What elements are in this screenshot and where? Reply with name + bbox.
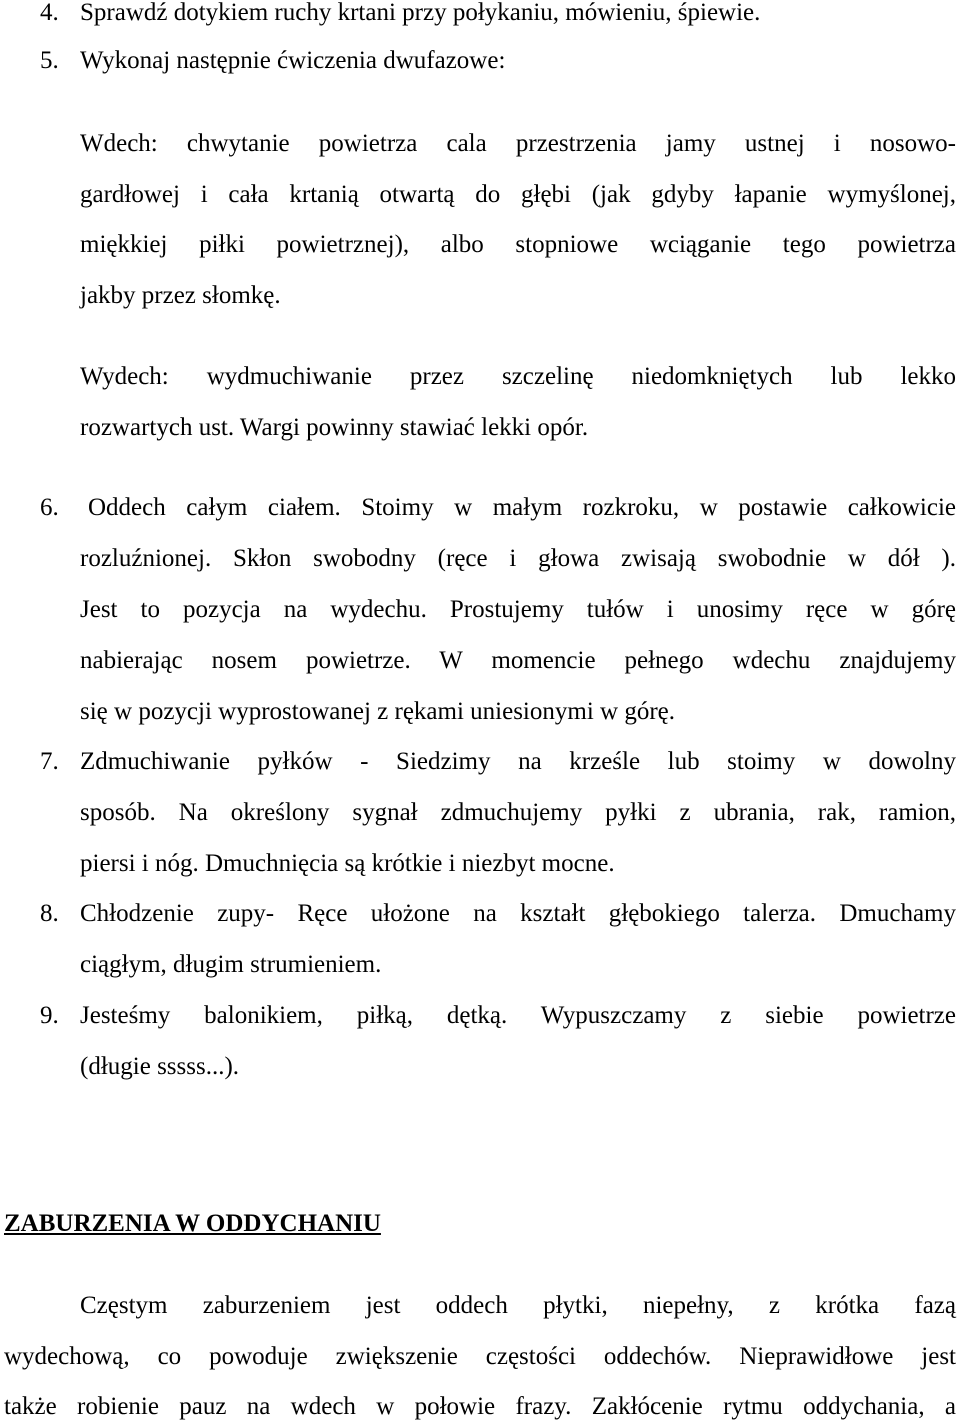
list-number-7: 7. <box>40 748 59 775</box>
item9-line-1: Jesteśmy balonikiem, piłką, dętką. Wypuszczamy z siebie powietrze <box>80 1002 956 1029</box>
item6-line-2: rozluźnionej. Skłon swobodny (ręce i głowa zwisają swobodnie w dół ). <box>80 545 956 572</box>
wydech-line-2: rozwartych ust. Wargi powinny stawiać lekki opór. <box>80 414 589 441</box>
wdech-line-1: Wdech: chwytanie powietrza cala przestrzenia jamy ustnej i nosowo- <box>80 130 956 157</box>
list-item-4-text: Sprawdź dotykiem ruchy krtani przy połykaniu, mówieniu, śpiewie. <box>80 0 761 26</box>
section-line-3: także robienie pauz na wdech w połowie frazy. Zakłócenie rytmu oddychania, a <box>4 1393 956 1420</box>
item8-line-1: Chłodzenie zupy- Ręce ułożone na kształt głębokiego talerza. Dmuchamy <box>80 900 956 927</box>
section-line-1: Częstym zaburzeniem jest oddech płytki, niepełny, z krótka fazą <box>80 1292 956 1319</box>
wdech-line-4: jakby przez słomkę. <box>80 282 281 309</box>
list-number-8: 8. <box>40 900 59 927</box>
list-number-5: 5. <box>40 47 59 74</box>
section-line-2: wydechową, co powoduje zwiększenie częstości oddechów. Nieprawidłowe jest <box>4 1343 956 1370</box>
item7-line-2: sposób. Na określony sygnał zdmuchujemy pyłki z ubrania, rak, ramion, <box>80 799 956 826</box>
item6-line-3: Jest to pozycja na wydechu. Prostujemy tułów i unosimy ręce w górę <box>80 596 956 623</box>
item6-line-4: nabierając nosem powietrze. W momencie pełnego wdechu znajdujemy <box>80 647 956 674</box>
item7-line-1: Zdmuchiwanie pyłków - Siedzimy na krześle lub stoimy w dowolny <box>80 748 956 775</box>
list-item-5-text: Wykonaj następnie ćwiczenia dwufazowe: <box>80 47 506 74</box>
wdech-line-2: gardłowej i cała krtanią otwartą do głębi (jak gdyby łapanie wymyślonej, <box>80 181 956 208</box>
item9-line-2: (długie sssss...). <box>80 1053 240 1080</box>
list-number-6: 6. <box>40 494 59 521</box>
item7-line-3: piersi i nóg. Dmuchnięcia są krótkie i niezbyt mocne. <box>80 850 615 877</box>
wdech-line-3: miękkiej piłki powietrznej), albo stopniowe wciąganie tego powietrza <box>80 231 956 258</box>
list-number-9: 9. <box>40 1002 59 1029</box>
wydech-line-1: Wydech: wydmuchiwanie przez szczelinę niedomkniętych lub lekko <box>80 363 956 390</box>
section-heading: ZABURZENIA W ODDYCHANIU <box>4 1210 381 1237</box>
item6-line-5: się w pozycji wyprostowanej z rękami uniesionymi w górę. <box>80 698 675 725</box>
item6-line-1: Oddech całym ciałem. Stoimy w małym rozkroku, w postawie całkowicie <box>88 494 956 521</box>
list-number-4: 4. <box>40 0 59 26</box>
item8-line-2: ciągłym, długim strumieniem. <box>80 951 382 978</box>
